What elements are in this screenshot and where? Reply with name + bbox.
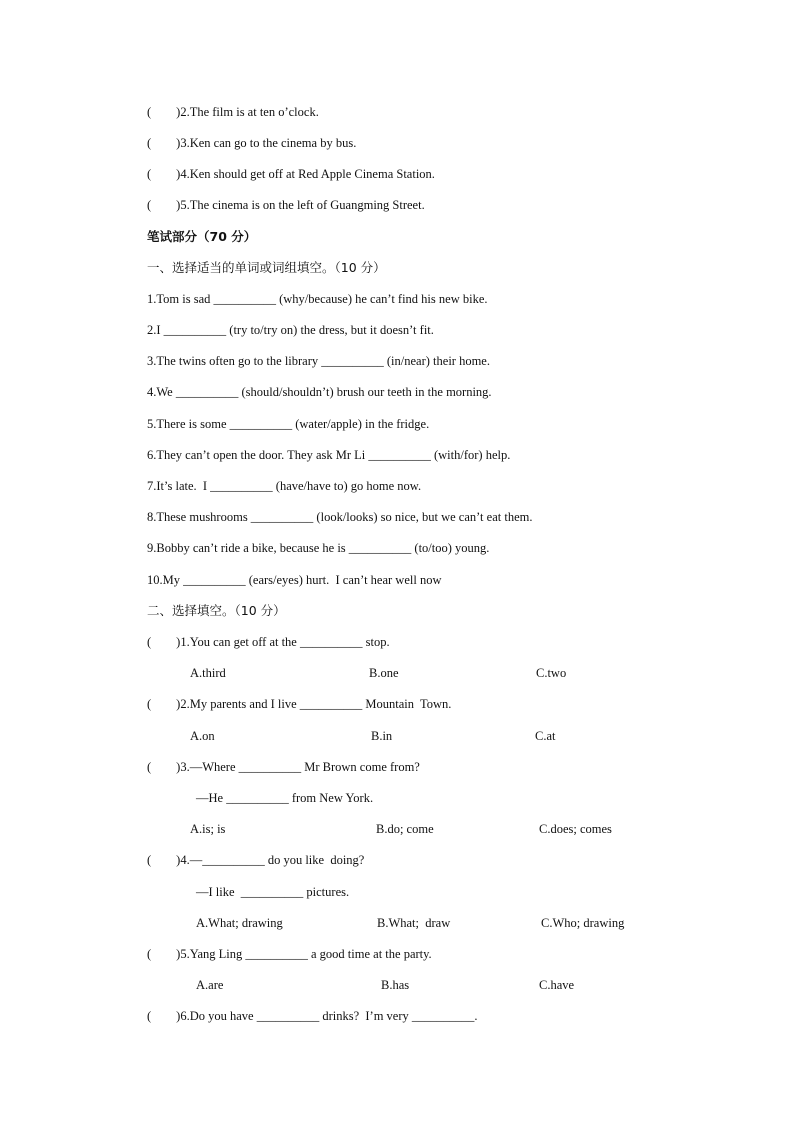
s1-item-3: 3.The twins often go to the library __________ (in/near) their home.	[147, 354, 490, 368]
s2-q4-option-a: A.What; drawing	[196, 916, 283, 930]
s2-q1-option-b: B.one	[369, 666, 399, 680]
s2-q3-line2: —He __________ from New York.	[196, 791, 374, 805]
s2-q1-stem: ( )1.You can get off at the __________ stop.	[147, 635, 390, 649]
s2-q5-option-a: A.are	[196, 978, 224, 992]
s2-q4-line2: —I like __________ pictures.	[196, 885, 350, 899]
listening-item-4: ( )4.Ken should get off at Red Apple Cinema Station.	[147, 167, 435, 181]
listening-item-5: ( )5.The cinema is on the left of Guangming Street.	[147, 198, 425, 212]
s2-q1-option-c: C.two	[536, 666, 567, 680]
s1-item-10: 10.My __________ (ears/eyes) hurt. I can’t hear well now	[147, 573, 442, 587]
s2-q2-option-a: A.on	[190, 729, 215, 743]
s2-q6-stem: ( )6.Do you have __________ drinks? I’m very __________.	[147, 1009, 478, 1023]
section2-title: 二、选择填空。（10 分）	[147, 603, 286, 618]
s2-q3-option-b: B.do; come	[376, 822, 434, 836]
s2-q3-stem: ( )3.—Where __________ Mr Brown come from?	[147, 760, 420, 774]
s1-item-2: 2.I __________ (try to/try on) the dress, but it doesn’t fit.	[147, 323, 434, 337]
s1-item-4: 4.We __________ (should/shouldn’t) brush our teeth in the morning.	[147, 385, 492, 399]
s2-q4-option-c: C.Who; drawing	[541, 916, 625, 930]
s1-item-5: 5.There is some __________ (water/apple) in the fridge.	[147, 417, 430, 431]
written-part-title: 笔试部分（70 分）	[147, 229, 257, 244]
s1-item-1: 1.Tom is sad __________ (why/because) he can’t find his new bike.	[147, 292, 488, 306]
s2-q4-option-b: B.What; draw	[377, 916, 451, 930]
s2-q2-option-b: B.in	[371, 729, 393, 743]
s2-q3-option-a: A.is; is	[190, 822, 226, 836]
listening-item-2: ( )2.The film is at ten o’clock.	[147, 105, 319, 119]
s2-q5-option-c: C.have	[539, 978, 575, 992]
s2-q5-option-b: B.has	[381, 978, 410, 992]
s2-q2-stem: ( )2.My parents and I live __________ Mountain Town.	[147, 697, 452, 711]
s1-item-6: 6.They can’t open the door. They ask Mr Li __________ (with/for) help.	[147, 448, 511, 462]
s2-q5-stem: ( )5.Yang Ling __________ a good time at the party.	[147, 947, 432, 961]
section1-title: 一、选择适当的单词或词组填空。（10 分）	[147, 260, 386, 275]
s1-item-8: 8.These mushrooms __________ (look/looks) so nice, but we can’t eat them.	[147, 510, 533, 524]
s2-q4-stem: ( )4.—__________ do you like doing?	[147, 853, 365, 867]
s2-q2-option-c: C.at	[535, 729, 556, 743]
s2-q3-option-c: C.does; comes	[539, 822, 612, 836]
s1-item-9: 9.Bobby can’t ride a bike, because he is __________ (to/too) young.	[147, 541, 490, 555]
listening-item-3: ( )3.Ken can go to the cinema by bus.	[147, 136, 357, 150]
s2-q1-option-a: A.third	[190, 666, 226, 680]
s1-item-7: 7.It’s late. I __________ (have/have to) go home now.	[147, 479, 422, 493]
